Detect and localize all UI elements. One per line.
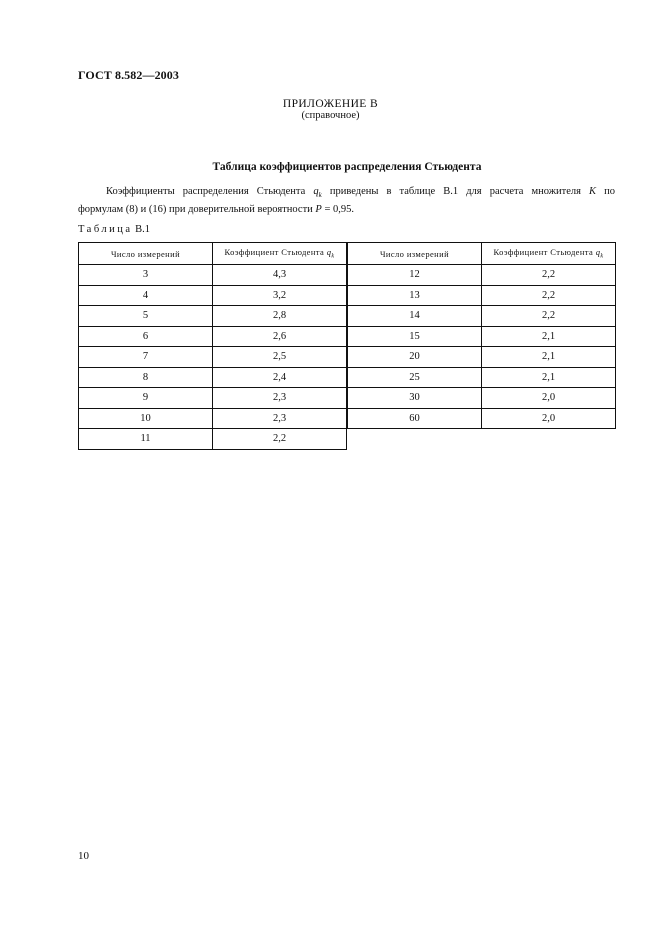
table-row bbox=[79, 306, 347, 327]
cell-q: 2,2 bbox=[482, 285, 616, 306]
header-coefficient-sub: k bbox=[600, 253, 604, 260]
cell-n: 30 bbox=[348, 388, 482, 409]
header-coefficient bbox=[213, 243, 347, 265]
cell-n: 14 bbox=[348, 306, 482, 327]
symbol-q: q bbox=[313, 186, 319, 197]
table-row bbox=[79, 347, 347, 368]
cell-n: 7 bbox=[79, 347, 213, 368]
cell-n: 11 bbox=[79, 429, 213, 450]
header-coefficient-symbol: q bbox=[595, 247, 601, 258]
intro-paragraph bbox=[78, 185, 615, 216]
cell-q: 2,1 bbox=[482, 326, 616, 347]
document-header: ГОСТ 8.582—2003 bbox=[78, 68, 179, 82]
table-row bbox=[79, 408, 347, 429]
table-row bbox=[79, 265, 347, 286]
table-caption bbox=[78, 224, 150, 235]
cell-n: 12 bbox=[348, 265, 482, 286]
cell-q: 2,3 bbox=[213, 408, 347, 429]
cell-n: 9 bbox=[79, 388, 213, 409]
table-row bbox=[79, 388, 347, 409]
symbol-k-sub: k bbox=[318, 191, 322, 200]
table-header-row bbox=[348, 243, 616, 265]
cell-n: 13 bbox=[348, 285, 482, 306]
table-row bbox=[79, 429, 347, 450]
table-row bbox=[348, 285, 616, 306]
table-row bbox=[348, 326, 616, 347]
paragraph-text: формулам (8) и (16) при доверительной вероятности bbox=[78, 203, 316, 215]
paragraph-text: приведены в таблице В.1 для расчета множителя bbox=[321, 186, 590, 197]
cell-q: 2,4 bbox=[213, 367, 347, 388]
header-measurements: Число измерений bbox=[79, 243, 213, 265]
paragraph-text: по bbox=[596, 186, 615, 197]
table-row bbox=[348, 388, 616, 409]
cell-q: 4,3 bbox=[213, 265, 347, 286]
cell-q: 2,0 bbox=[482, 388, 616, 409]
cell-q: 2,6 bbox=[213, 326, 347, 347]
table-row bbox=[79, 367, 347, 388]
paragraph-line-2 bbox=[78, 203, 615, 217]
cell-n: 60 bbox=[348, 408, 482, 429]
header-coefficient-symbol: q bbox=[326, 247, 332, 258]
cell-n: 8 bbox=[79, 367, 213, 388]
cell-n: 25 bbox=[348, 367, 482, 388]
header-coefficient bbox=[482, 243, 616, 265]
cell-q: 2,2 bbox=[482, 265, 616, 286]
cell-n: 6 bbox=[79, 326, 213, 347]
cell-n: 3 bbox=[79, 265, 213, 286]
cell-n: 20 bbox=[348, 347, 482, 368]
table-row bbox=[348, 347, 616, 368]
cell-n: 5 bbox=[79, 306, 213, 327]
cell-q: 2,2 bbox=[213, 429, 347, 450]
student-table-right bbox=[347, 242, 616, 429]
appendix-title: ПРИЛОЖЕНИЕ В bbox=[282, 98, 379, 110]
table-caption-word: Таблица bbox=[78, 224, 133, 235]
table-row bbox=[79, 285, 347, 306]
table-header-row bbox=[79, 243, 347, 265]
cell-q: 2,1 bbox=[482, 367, 616, 388]
header-coefficient-text: Коэффициент Стьюдента bbox=[493, 247, 594, 258]
cell-q: 3,2 bbox=[213, 285, 347, 306]
table-row bbox=[348, 367, 616, 388]
cell-n: 10 bbox=[79, 408, 213, 429]
table-caption-number: В.1 bbox=[135, 224, 151, 235]
student-table-left bbox=[78, 242, 347, 450]
header-coefficient-text: Коэффициент Стьюдента bbox=[224, 247, 325, 258]
cell-n: 4 bbox=[79, 285, 213, 306]
paragraph-text: = 0,95. bbox=[321, 203, 354, 215]
cell-q: 2,2 bbox=[482, 306, 616, 327]
cell-q: 2,1 bbox=[482, 347, 616, 368]
table-row bbox=[79, 326, 347, 347]
cell-n: 15 bbox=[348, 326, 482, 347]
paragraph-text: Коэффициенты распределения Стьюдента bbox=[106, 186, 314, 197]
table-row bbox=[348, 265, 616, 286]
section-title: Таблица коэффициентов распределения Стьюдента bbox=[212, 161, 482, 173]
cell-q: 2,3 bbox=[213, 388, 347, 409]
table-row bbox=[348, 408, 616, 429]
cell-q: 2,0 bbox=[482, 408, 616, 429]
appendix-subtitle: (справочное) bbox=[301, 110, 360, 121]
cell-q: 2,8 bbox=[213, 306, 347, 327]
table-row bbox=[348, 306, 616, 327]
symbol-P: P bbox=[315, 203, 322, 215]
header-coefficient-sub: k bbox=[331, 253, 335, 260]
header-measurements: Число измерений bbox=[348, 243, 482, 265]
cell-q: 2,5 bbox=[213, 347, 347, 368]
symbol-K: K bbox=[589, 186, 597, 197]
page-number: 10 bbox=[78, 850, 89, 862]
paragraph-line-1 bbox=[78, 185, 615, 203]
